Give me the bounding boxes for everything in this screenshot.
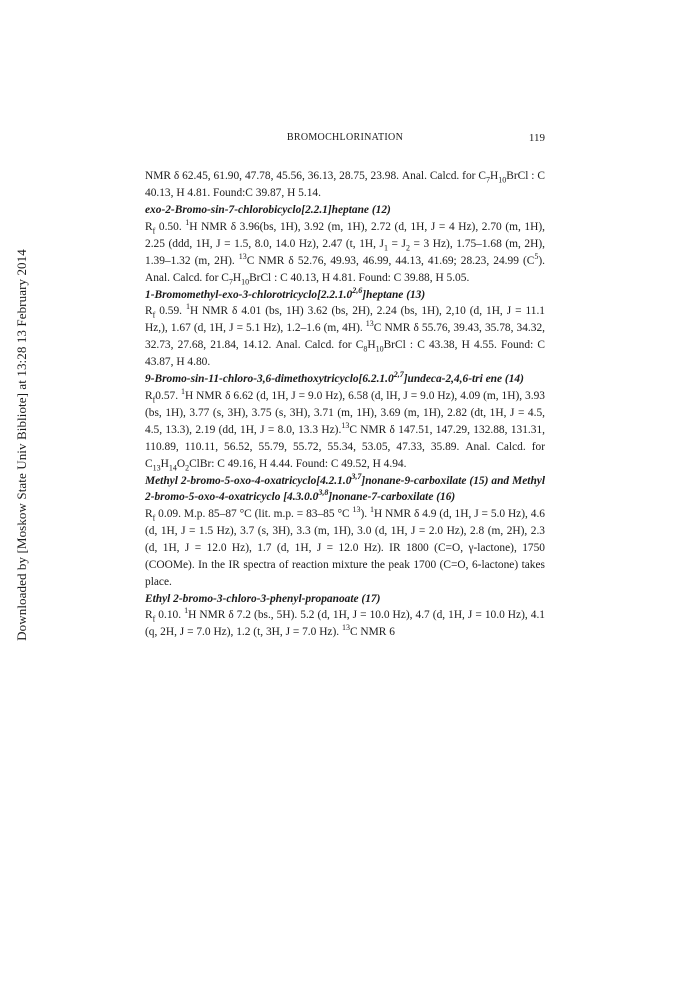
running-header [145, 132, 545, 146]
compound-12-title: exo-2-Bromo-sin-7-chlorobicyclo[2.2.1]heptane (12) [145, 204, 391, 216]
compound-15-16-data: $R_f$ 0.09. M.p. 85–87 °C (lit. m.p. = 83–85 °C $^{13}$). $^1$H NMR δ 4.9 (d, 1H, J = 5.0 Hz), 4.6 (d, 1H, J = 1.5 Hz), 3.7 (s, 3H), 3.3 (m, 1H), 3.0 (d, 1H, J = 2.0 Hz), 2.8 (m, 2H), 2.3 (d, 1H, J = 12.0 Hz), 1.7 (d, 1H, J = 12.0 Hz). IR 1800 (C=O, γ-lactone), 1750 (COOMe). In the IR spectra of reaction mixture the peak 1700 (C=O, 6-lactone) takes place. [145, 504, 545, 588]
compound-15-16-title: Methyl 2-bromo-5-oxo-4-oxatricyclo[4.2.1.0$^{3,7}$]nonane-9-carboxilate (15) and Methyl 2-bromo-5-oxo-4-oxatricyclo [4.3.0.0$^{3,8}$]nonane-7-carboxilate (16) [145, 471, 545, 503]
continuation-paragraph: NMR δ 62.45, 61.90, 47.78, 45.56, 36.13, 28.75, 23.98. Anal. Calcd. for $C_7H_{10}BrCl$ : C 40.13, H 4.81. Found:C 39.87, H 5.14. [145, 170, 545, 199]
download-notice: Downloaded by [Moskow State Univ Bibliote] at 13:28 13 February 2014 [14, 249, 29, 641]
page-number: 119 [528, 132, 545, 144]
download-watermark [15, 215, 29, 675]
compound-17-title: Ethyl 2-bromo-3-chloro-3-phenyl-propanoate (17) [145, 592, 381, 605]
compound-12-data: $R_f$ 0.50. $^1$H NMR δ 3.96(bs, 1H), 3.92 (m, 1H), 2.72 (d, 1H, J = 4 Hz), 2.70 (m, 1H), 2.25 (ddd, 1H, J = 1.5, 8.0, 14.0 Hz), 2.47 (t, 1H, $J_1 = J_2 = 3$ Hz), 1.75–1.68 (m, 2H), 1.39–1.32 (m, 2H). $^{13}$C NMR δ 52.76, 49.93, 46.99, 44.13, 41.69; 28.23, 24.99 $(C^5)$. Anal. Calcd. for $C_7H_{10}BrCl$ : C 40.13, H 4.81. Found: C 39.88, H 5.05. [145, 217, 545, 286]
compound-14-data: $R_f0.57$. $^1$H NMR δ 6.62 (d, 1H, J = 9.0 Hz), 6.58 (d, lH, J = 9.0 Hz), 4.09 (m, 1H), 3.93 (bs, 1H), 3.77 (s, 3H), 3.75 (s, 3H), 3.71 (m, 1H), 3.69 (m, 1H), 2.82 (dt, 1H, J = 4.5, 4.5, 13.3), 2.19 (dd, 1H, J = 8.0, 13.3 Hz).$^{13}$C NMR δ 147.51, 147.29, 132.88, 131.31, 110.89, 110.11, 56.52, 55.79, 55.72, 55.34, 53.05, 47.33, 35.89. Anal. Calcd. for $C_{13}H_{14}O_2ClBr$: C 49.16, H 4.44. Found: C 49.52, H 4.94. [145, 386, 545, 472]
running-title: BROMOCHLORINATION [286, 132, 404, 143]
compound-14-title: 9-Bromo-sin-11-chloro-3,6-dimethoxytricyclo[6.2.1.0$^{2,7}$]undeca-2,4,6-tri ene (14) [145, 370, 524, 385]
compound-17-data: $R_f$ 0.10. $^1$H NMR δ 7.2 (bs., 5H). 5.2 (d, 1H, J = 10.0 Hz), 4.7 (d, 1H, J = 10.0 Hz), 4.1 (q, 2H, J = 7.0 Hz), 1.2 (t, 3H, J = 7.0 Hz). $^{13}$C NMR 6 [145, 606, 545, 638]
article-body [145, 168, 545, 641]
compound-13-data: $R_f$ 0.59. $^1$H NMR δ 4.01 (bs, 1H) 3.62 (bs, 2H), 2.24 (bs, 1H), 2,10 (d, 1H, J = 11.1 Hz,), 1.67 (d, 1H, J = 5.1 Hz), 1.2–1.6 (m, 4H). $^{13}$C NMR δ 55.76, 39.43, 35.78, 34.32, 32.73, 27.68, 21.84, 14.12. Anal. Calcd. for $C_8H_{10}BrCl$ : C 43.38, H 4.55. Found: C 43.87, H 4.80. [145, 302, 545, 368]
compound-13-title: 1-Bromomethyl-exo-3-chlorotricyclo[2.2.1.0$^{2,6}$]heptane (13) [145, 285, 426, 301]
